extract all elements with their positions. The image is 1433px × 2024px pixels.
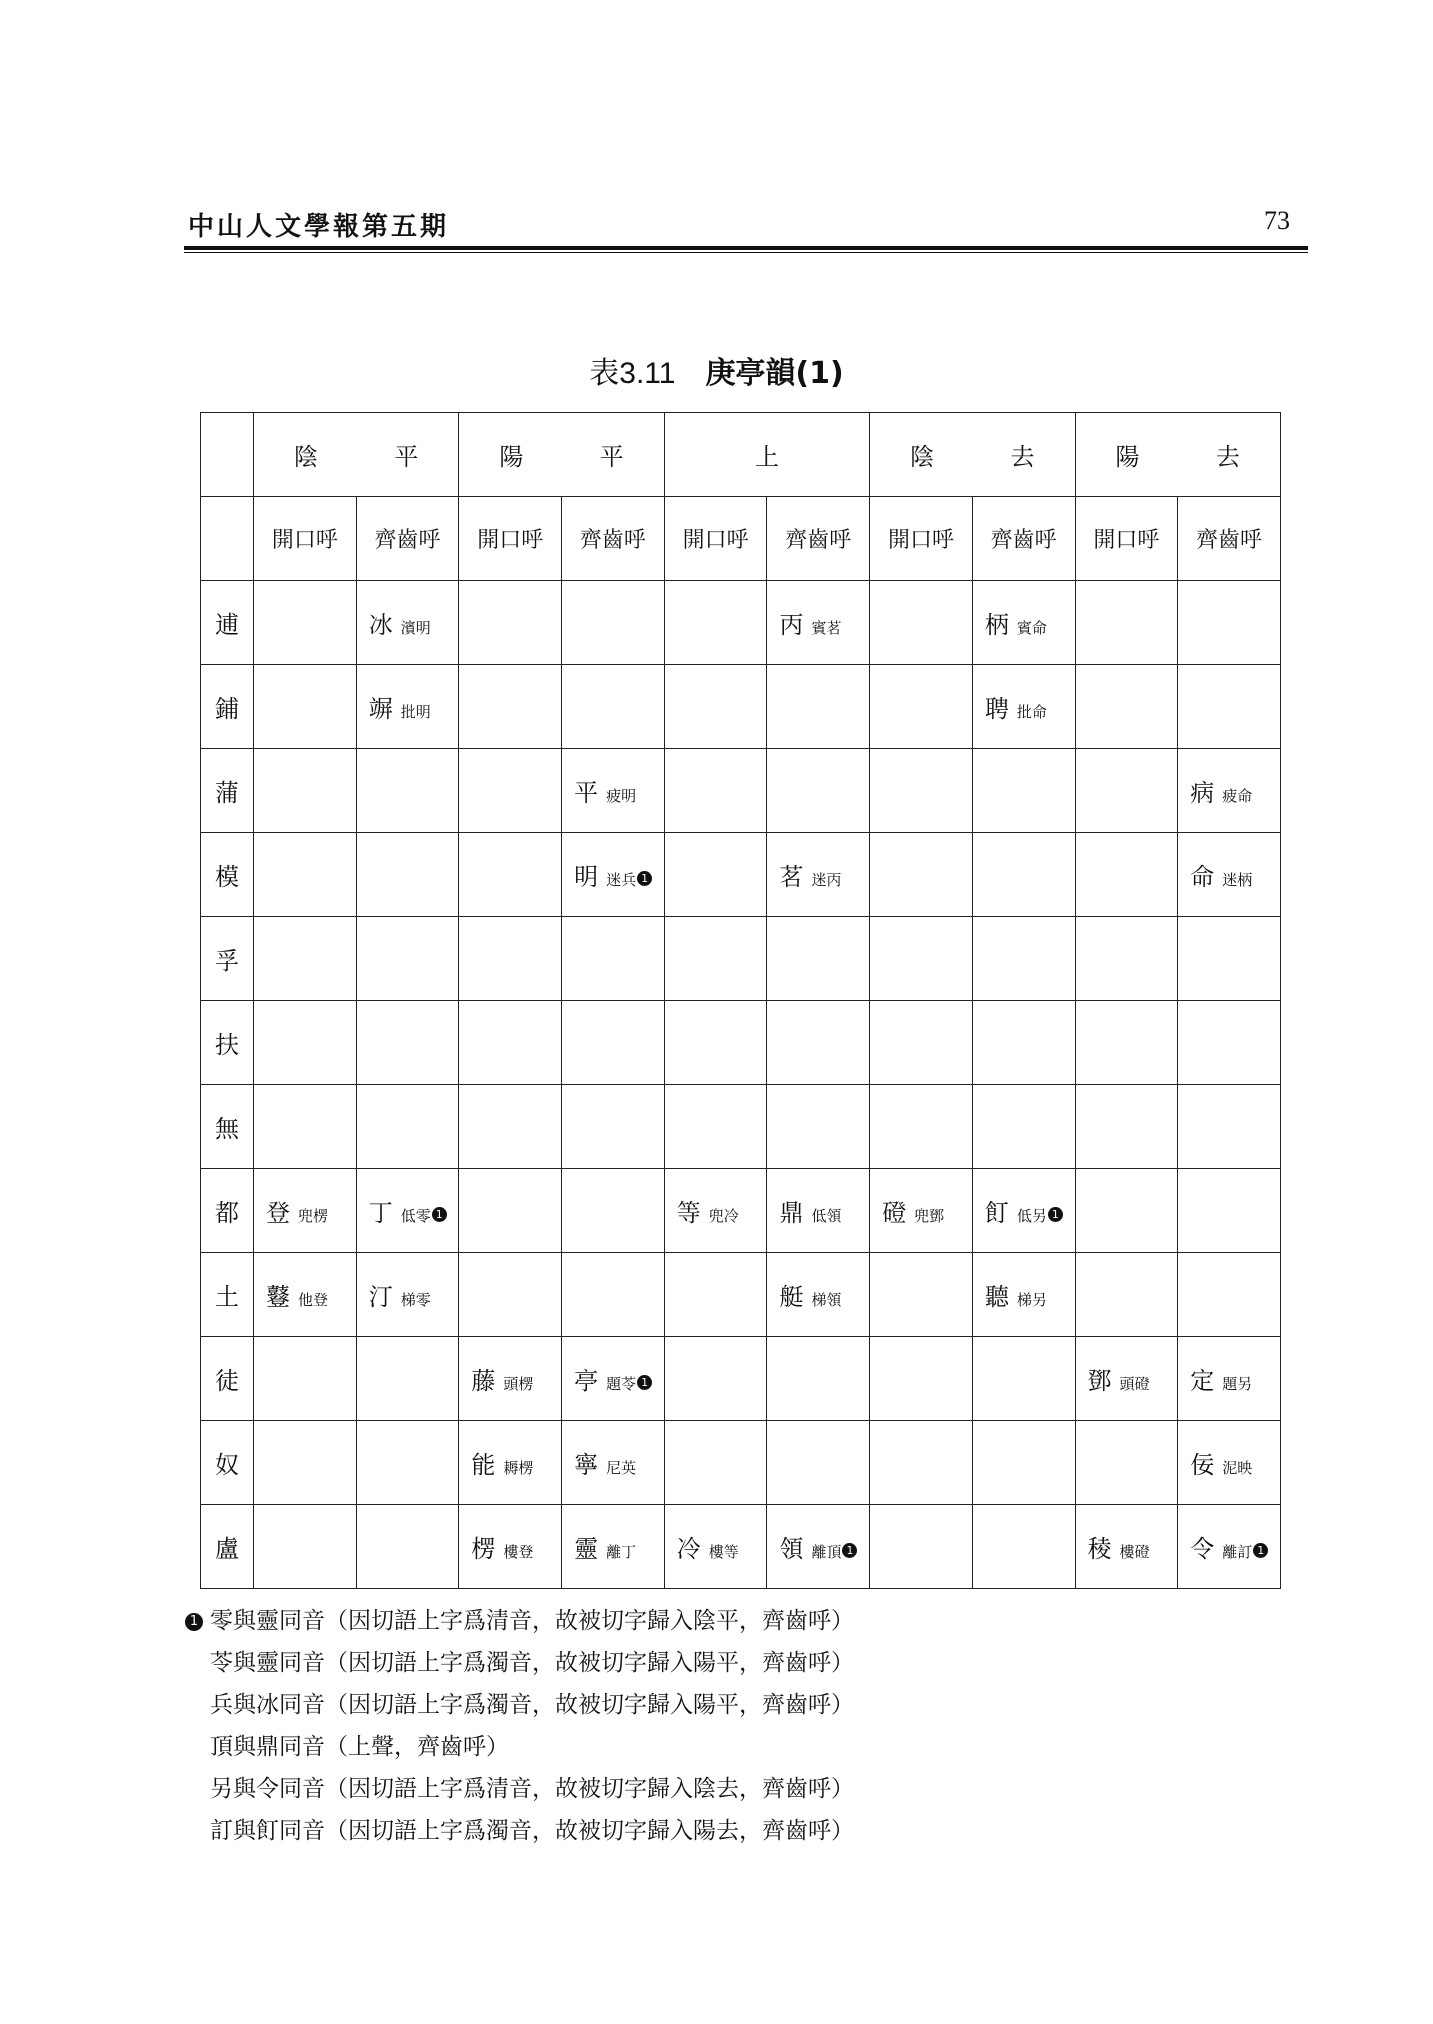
syllable-cell xyxy=(972,1001,1075,1085)
fanqie: 兜楞 xyxy=(298,1207,329,1225)
syllable-char: 冰 xyxy=(368,611,393,639)
syllable-cell xyxy=(562,1337,665,1421)
note-marker: 1 xyxy=(637,871,652,886)
syllable-cell xyxy=(562,1421,665,1505)
tone-label xyxy=(665,437,869,472)
syllable-char: 登 xyxy=(266,1199,290,1227)
medial-header: 開口呼 xyxy=(870,497,973,581)
syllable-cell xyxy=(356,1253,459,1337)
syllable-char: 領 xyxy=(779,1535,804,1563)
syllable-cell xyxy=(767,665,870,749)
fanqie: 梯另 xyxy=(1016,1291,1047,1309)
syllable-cell xyxy=(1075,1337,1178,1421)
tone-char: 上 xyxy=(754,443,779,471)
header-rule-thin xyxy=(184,252,1308,253)
syllable-cell xyxy=(356,1337,459,1421)
syllable-cell xyxy=(767,1421,870,1505)
medial-header: 齊齒呼 xyxy=(767,497,870,581)
fanqie: 離頂 xyxy=(811,1543,842,1561)
fanqie: 低領 xyxy=(811,1207,842,1225)
note-marker: 1 xyxy=(432,1207,447,1222)
syllable-cell xyxy=(459,749,562,833)
syllable-cell xyxy=(1075,581,1178,665)
note-marker: 1 xyxy=(842,1543,857,1558)
syllable-cell xyxy=(562,749,665,833)
syllable-cell xyxy=(1178,1253,1281,1337)
table-name: 庚亭韻(1) xyxy=(705,356,844,391)
fanqie: 樓磴 xyxy=(1119,1543,1150,1561)
initial-cell: 都 xyxy=(201,1169,254,1253)
syllable-cell xyxy=(1178,1337,1281,1421)
fanqie: 泥映 xyxy=(1222,1459,1253,1477)
fanqie: 賓命 xyxy=(1016,619,1047,637)
fanqie: 梯零 xyxy=(400,1291,431,1309)
syllable-cell xyxy=(767,1085,870,1169)
fanqie: 兜冷 xyxy=(708,1207,739,1225)
syllable-cell xyxy=(664,665,767,749)
syllable-cell xyxy=(1075,1421,1178,1505)
running-header xyxy=(188,206,1308,248)
fanqie: 兜鄧 xyxy=(914,1207,945,1225)
fanqie: 濱明 xyxy=(400,619,431,637)
syllable-cell xyxy=(562,917,665,1001)
syllable-cell xyxy=(972,1169,1075,1253)
header-rule xyxy=(184,246,1308,250)
syllable-cell xyxy=(664,1001,767,1085)
syllable-char: 定 xyxy=(1190,1367,1215,1395)
tone-char: 平 xyxy=(599,443,624,471)
medial-header: 齊齒呼 xyxy=(972,497,1075,581)
table-row xyxy=(201,581,1281,665)
syllable-char: 病 xyxy=(1190,779,1215,807)
syllable-cell xyxy=(664,1505,767,1589)
initial-cell: 鋪 xyxy=(201,665,254,749)
syllable-cell xyxy=(459,665,562,749)
rhyme-table xyxy=(200,412,1281,1589)
syllable-cell xyxy=(664,833,767,917)
syllable-char: 冷 xyxy=(676,1535,701,1563)
syllable-cell xyxy=(562,1169,665,1253)
fanqie: 迷丙 xyxy=(811,871,842,889)
syllable-char: 鄧 xyxy=(1087,1367,1112,1395)
syllable-char: 茗 xyxy=(779,863,804,891)
syllable-cell xyxy=(562,1253,665,1337)
syllable-char: 亭 xyxy=(574,1367,599,1395)
syllable-cell xyxy=(972,1421,1075,1505)
tone-header xyxy=(870,413,1075,497)
tone-header xyxy=(254,413,459,497)
syllable-cell xyxy=(459,833,562,917)
tone-char: 去 xyxy=(1215,443,1240,471)
syllable-char: 鼎 xyxy=(779,1199,804,1227)
fanqie: 頭楞 xyxy=(503,1375,534,1393)
syllable-cell xyxy=(1075,749,1178,833)
syllable-cell xyxy=(870,1001,973,1085)
syllable-cell xyxy=(356,581,459,665)
sub-header-row xyxy=(201,497,1281,581)
syllable-cell xyxy=(356,1421,459,1505)
fanqie: 批明 xyxy=(400,703,431,721)
syllable-cell xyxy=(254,749,357,833)
fanqie: 題苓 xyxy=(606,1375,637,1393)
syllable-cell xyxy=(664,1337,767,1421)
initial-cell: 模 xyxy=(201,833,254,917)
syllable-cell xyxy=(767,833,870,917)
tone-char: 陽 xyxy=(1115,443,1140,471)
syllable-cell xyxy=(459,1505,562,1589)
syllable-char: 艇 xyxy=(779,1283,804,1311)
fanqie: 低零 xyxy=(400,1207,431,1225)
syllable-cell xyxy=(870,917,973,1001)
syllable-cell xyxy=(356,1001,459,1085)
syllable-cell xyxy=(356,833,459,917)
medial-header: 開口呼 xyxy=(459,497,562,581)
medial-header: 開口呼 xyxy=(664,497,767,581)
syllable-cell xyxy=(767,1253,870,1337)
footnote-text: 訂與飣同音（因切語上字爲濁音，故被切字歸入陽去，齊齒呼） xyxy=(210,1818,854,1844)
syllable-cell xyxy=(1075,1505,1178,1589)
footnote-line xyxy=(184,1768,854,1810)
initial-cell: 逋 xyxy=(201,581,254,665)
syllable-cell xyxy=(1178,1001,1281,1085)
medial-header: 齊齒呼 xyxy=(356,497,459,581)
syllable-char: 飣 xyxy=(984,1199,1009,1227)
syllable-cell xyxy=(767,917,870,1001)
initial-cell: 蒲 xyxy=(201,749,254,833)
fanqie: 低另 xyxy=(1016,1207,1047,1225)
syllable-cell xyxy=(1178,833,1281,917)
fanqie: 賓茗 xyxy=(811,619,842,637)
footnote-line xyxy=(184,1684,854,1726)
syllable-cell xyxy=(870,1169,973,1253)
syllable-cell xyxy=(1178,1421,1281,1505)
tone-char: 去 xyxy=(1010,443,1035,471)
syllable-cell xyxy=(1075,1001,1178,1085)
fanqie: 樓登 xyxy=(503,1543,534,1561)
syllable-cell xyxy=(1178,665,1281,749)
note-marker: 1 xyxy=(185,1613,203,1631)
syllable-cell xyxy=(459,1001,562,1085)
tone-label xyxy=(1076,437,1280,472)
syllable-char: 佞 xyxy=(1190,1451,1215,1479)
footnote-line xyxy=(184,1726,854,1768)
syllable-cell xyxy=(870,833,973,917)
syllable-cell xyxy=(254,1085,357,1169)
syllable-char: 鼟 xyxy=(266,1283,290,1311)
syllable-cell xyxy=(1075,665,1178,749)
syllable-char: 汀 xyxy=(368,1283,393,1311)
fanqie: 迷柄 xyxy=(1222,871,1253,889)
syllable-cell xyxy=(870,581,973,665)
table-row xyxy=(201,665,1281,749)
initial-cell: 扶 xyxy=(201,1001,254,1085)
table-number: 表3.11 xyxy=(589,357,676,390)
table-row xyxy=(201,1505,1281,1589)
syllable-cell xyxy=(972,1253,1075,1337)
fanqie: 題另 xyxy=(1222,1375,1253,1393)
syllable-cell xyxy=(870,1337,973,1421)
syllable-cell xyxy=(254,665,357,749)
syllable-cell xyxy=(664,1253,767,1337)
tone-char: 陰 xyxy=(910,443,935,471)
syllable-char: 寧 xyxy=(574,1451,599,1479)
footnote-text: 頂與鼎同音（上聲，齊齒呼） xyxy=(210,1734,509,1760)
syllable-char: 靈 xyxy=(574,1535,599,1563)
syllable-cell xyxy=(254,1253,357,1337)
syllable-cell xyxy=(870,1085,973,1169)
syllable-char: 丁 xyxy=(368,1199,393,1227)
fanqie: 迷兵 xyxy=(606,871,637,889)
tone-char: 陰 xyxy=(294,443,318,471)
footnotes xyxy=(184,1600,854,1852)
syllable-cell xyxy=(972,665,1075,749)
tone-header-row xyxy=(201,413,1281,497)
syllable-cell xyxy=(562,1505,665,1589)
corner-cell xyxy=(201,497,254,581)
syllable-char: 丙 xyxy=(779,611,804,639)
initial-cell: 盧 xyxy=(201,1505,254,1589)
fanqie: 疲明 xyxy=(606,787,637,805)
medial-header: 開口呼 xyxy=(1075,497,1178,581)
footnote-text: 零與靈同音（因切語上字爲清音，故被切字歸入陰平，齊齒呼） xyxy=(210,1608,854,1634)
tone-char: 陽 xyxy=(499,443,524,471)
syllable-cell xyxy=(459,1253,562,1337)
syllable-char: 藤 xyxy=(471,1367,496,1395)
initial-cell: 無 xyxy=(201,1085,254,1169)
syllable-cell xyxy=(254,581,357,665)
syllable-cell xyxy=(972,917,1075,1001)
footnote-line xyxy=(184,1810,854,1852)
table-row xyxy=(201,1169,1281,1253)
syllable-cell xyxy=(972,1505,1075,1589)
table-row xyxy=(201,1001,1281,1085)
fanqie: 他登 xyxy=(298,1291,329,1309)
syllable-cell xyxy=(356,917,459,1001)
table-row xyxy=(201,917,1281,1001)
table-row xyxy=(201,749,1281,833)
syllable-cell xyxy=(870,665,973,749)
syllable-char: 聘 xyxy=(984,695,1009,723)
tone-header xyxy=(664,413,869,497)
syllable-cell xyxy=(664,1169,767,1253)
syllable-cell xyxy=(664,581,767,665)
footnote-text: 另與令同音（因切語上字爲清音，故被切字歸入陰去，齊齒呼） xyxy=(210,1776,854,1802)
syllable-char: 命 xyxy=(1190,863,1215,891)
syllable-cell xyxy=(767,581,870,665)
footnote-text: 兵與冰同音（因切語上字爲濁音，故被切字歸入陽平，齊齒呼） xyxy=(210,1692,854,1718)
footnote-line xyxy=(184,1642,854,1684)
syllable-cell xyxy=(459,917,562,1001)
fanqie: 梯領 xyxy=(811,1291,842,1309)
note-marker: 1 xyxy=(1048,1207,1063,1222)
fanqie: 離丁 xyxy=(606,1543,637,1561)
syllable-cell xyxy=(664,749,767,833)
initial-cell: 土 xyxy=(201,1253,254,1337)
fanqie: 批命 xyxy=(1016,703,1047,721)
syllable-cell xyxy=(254,1421,357,1505)
syllable-cell xyxy=(356,1085,459,1169)
tone-label xyxy=(870,437,1074,472)
table-row xyxy=(201,1085,1281,1169)
note-marker: 1 xyxy=(1253,1543,1268,1558)
syllable-char: 平 xyxy=(574,779,599,807)
syllable-cell xyxy=(972,1337,1075,1421)
note-marker: 1 xyxy=(637,1375,652,1390)
syllable-cell xyxy=(1178,1505,1281,1589)
tone-header xyxy=(459,413,664,497)
syllable-char: 聽 xyxy=(984,1283,1009,1311)
syllable-cell xyxy=(1075,1253,1178,1337)
syllable-cell xyxy=(254,833,357,917)
syllable-cell xyxy=(562,665,665,749)
syllable-char: 令 xyxy=(1190,1535,1215,1563)
corner-cell xyxy=(201,413,254,497)
syllable-cell xyxy=(356,1505,459,1589)
footnote-line xyxy=(184,1600,854,1642)
table-row xyxy=(201,833,1281,917)
journal-title: 中山人文學報第五期 xyxy=(188,212,450,242)
fanqie: 疲命 xyxy=(1222,787,1253,805)
syllable-cell xyxy=(1075,917,1178,1001)
footnote-text: 苓與靈同音（因切語上字爲濁音，故被切字歸入陽平，齊齒呼） xyxy=(210,1650,854,1676)
syllable-cell xyxy=(562,1001,665,1085)
initial-cell: 奴 xyxy=(201,1421,254,1505)
syllable-cell xyxy=(664,1421,767,1505)
syllable-cell xyxy=(870,749,973,833)
tone-label xyxy=(254,437,458,472)
syllable-cell xyxy=(254,917,357,1001)
page-number: 73 xyxy=(1264,206,1290,235)
syllable-cell xyxy=(972,749,1075,833)
syllable-cell xyxy=(356,749,459,833)
syllable-char: 稜 xyxy=(1087,1535,1112,1563)
fanqie: 尼英 xyxy=(606,1459,637,1477)
syllable-cell xyxy=(459,581,562,665)
syllable-cell xyxy=(1178,917,1281,1001)
syllable-char: 明 xyxy=(574,863,599,891)
syllable-cell xyxy=(870,1505,973,1589)
syllable-cell xyxy=(972,833,1075,917)
tone-header xyxy=(1075,413,1280,497)
syllable-cell xyxy=(870,1421,973,1505)
syllable-char: 能 xyxy=(471,1451,496,1479)
medial-header: 齊齒呼 xyxy=(562,497,665,581)
table-title xyxy=(0,348,1433,392)
syllable-char: 楞 xyxy=(471,1535,496,1563)
syllable-cell xyxy=(356,665,459,749)
medial-header: 齊齒呼 xyxy=(1178,497,1281,581)
syllable-cell xyxy=(459,1169,562,1253)
syllable-cell xyxy=(562,1085,665,1169)
medial-header: 開口呼 xyxy=(254,497,357,581)
fanqie: 離訂 xyxy=(1222,1543,1253,1561)
syllable-cell xyxy=(254,1337,357,1421)
tone-label xyxy=(459,437,663,472)
syllable-cell xyxy=(767,1505,870,1589)
syllable-cell xyxy=(356,1169,459,1253)
syllable-cell xyxy=(459,1085,562,1169)
syllable-cell xyxy=(767,1169,870,1253)
syllable-cell xyxy=(1075,1085,1178,1169)
syllable-cell xyxy=(767,1337,870,1421)
syllable-cell xyxy=(459,1421,562,1505)
syllable-cell xyxy=(664,1085,767,1169)
syllable-cell xyxy=(1075,833,1178,917)
syllable-char: 等 xyxy=(676,1199,701,1227)
tone-char: 平 xyxy=(394,443,419,471)
fanqie: 頭磴 xyxy=(1119,1375,1150,1393)
initial-cell: 孚 xyxy=(201,917,254,1001)
syllable-char: 竮 xyxy=(368,695,393,723)
syllable-cell xyxy=(254,1169,357,1253)
syllable-cell xyxy=(1075,1169,1178,1253)
syllable-cell xyxy=(562,581,665,665)
fanqie: 樓等 xyxy=(708,1543,739,1561)
fanqie: 耨楞 xyxy=(503,1459,534,1477)
syllable-cell xyxy=(1178,1169,1281,1253)
syllable-cell xyxy=(254,1001,357,1085)
syllable-cell xyxy=(767,1001,870,1085)
table-row xyxy=(201,1253,1281,1337)
table-row xyxy=(201,1421,1281,1505)
syllable-cell xyxy=(254,1505,357,1589)
syllable-cell xyxy=(870,1253,973,1337)
syllable-cell xyxy=(1178,581,1281,665)
table-row xyxy=(201,1337,1281,1421)
syllable-cell xyxy=(664,917,767,1001)
initial-cell: 徒 xyxy=(201,1337,254,1421)
syllable-cell xyxy=(972,1085,1075,1169)
syllable-cell xyxy=(972,581,1075,665)
syllable-cell xyxy=(767,749,870,833)
syllable-char: 磴 xyxy=(882,1199,907,1227)
syllable-cell xyxy=(459,1337,562,1421)
syllable-char: 柄 xyxy=(984,611,1009,639)
syllable-cell xyxy=(1178,749,1281,833)
syllable-cell xyxy=(1178,1085,1281,1169)
syllable-cell xyxy=(562,833,665,917)
